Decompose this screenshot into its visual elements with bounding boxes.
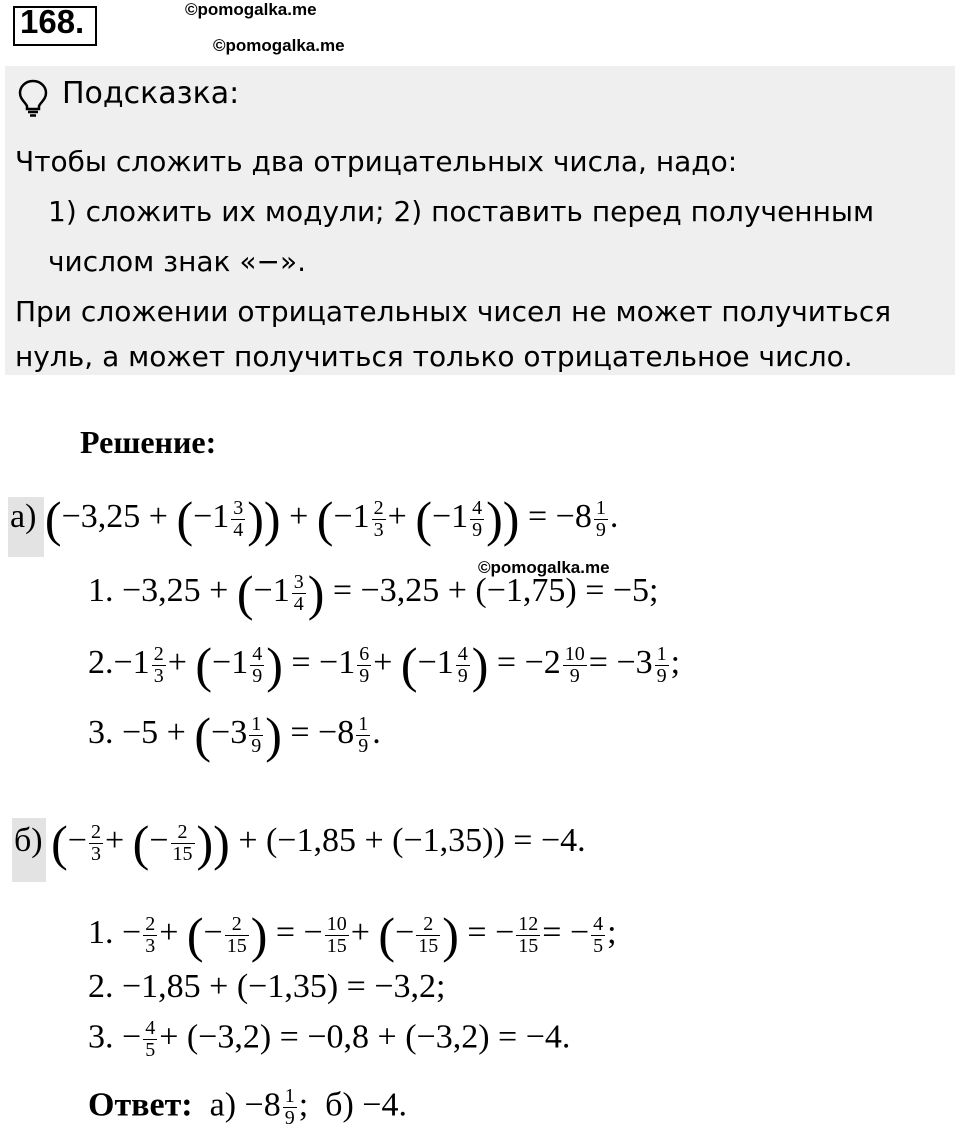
part-b-step-3: 3. − $\frac{4}{5}$ + (−3,2) = −0,8 + (−3,2) = −4. bbox=[88, 1017, 571, 1061]
hint-line: При сложении отрицательных чисел не может получиться bbox=[15, 295, 892, 328]
part-b-step-1: 1. − $\frac{2}{3}$ + (− $\frac{2}{15}$ ) = − $\frac{10}{15}$ + (− $\frac{2}{15}$ ) = − $\frac{12}{15}$ = − $\frac{4}{5}$ ; bbox=[88, 907, 617, 963]
watermark: ©pomogalka.me bbox=[478, 558, 610, 577]
part-b-main: б) (− $\frac{2}{3}$ + (− $\frac{2}{15}$ )) + (−1,85 + (−1,35)) = −4. bbox=[14, 815, 586, 871]
hint-line: числом знак «−». bbox=[48, 245, 306, 278]
hint-line: Чтобы сложить два отрицательных числа, надо: bbox=[15, 145, 738, 178]
watermark: ©pomogalka.me bbox=[213, 36, 345, 55]
part-a-step-2: 2.−1 $\frac{2}{3}$ + (−1 $\frac{4}{9}$ ) = −1 $\frac{6}{9}$ + (−1 $\frac{4}{9}$ ) = −2 $\frac{10}{9}$ = −3 $\frac{1}{9}$ ; bbox=[88, 637, 681, 693]
solution-title: Решение: bbox=[80, 424, 217, 460]
problem-number: 168. bbox=[20, 3, 85, 40]
lightbulb-icon bbox=[17, 78, 49, 118]
answer-label: Ответ: bbox=[88, 1086, 193, 1124]
part-b-label: б) bbox=[14, 821, 43, 859]
hint-line: 1) сложить их модули; 2) поставить перед полученным bbox=[48, 195, 875, 228]
hint-title: Подсказка: bbox=[62, 76, 240, 111]
part-a-label: а) bbox=[10, 497, 37, 535]
part-a-step-1: 1. −3,25 + (−1 $\frac{3}{4}$ ) = −3,25 + (−1,75) = −5; bbox=[88, 565, 659, 621]
watermark: ©pomogalka.me bbox=[185, 0, 317, 19]
hint-line: нуль, а может получиться только отрицательное число. bbox=[15, 340, 853, 373]
answer-line: Ответ: а) −8 $\frac{1}{9}$ ; б) −4. bbox=[88, 1085, 407, 1129]
part-a-step-3: 3. −5 + (−3 $\frac{1}{9}$ ) = −8 $\frac{1}{9}$ . bbox=[88, 707, 381, 763]
part-b-step-2: 2. −1,85 + (−1,35) = −3,2; bbox=[88, 968, 446, 1005]
part-a-main: а) (−3,25 + (−1 $\frac{3}{4}$ )) + (−1 $\frac{2}{3}$ + (−1 $\frac{4}{9}$ )) = −8 $\frac{1}{9}$ . bbox=[10, 491, 619, 547]
